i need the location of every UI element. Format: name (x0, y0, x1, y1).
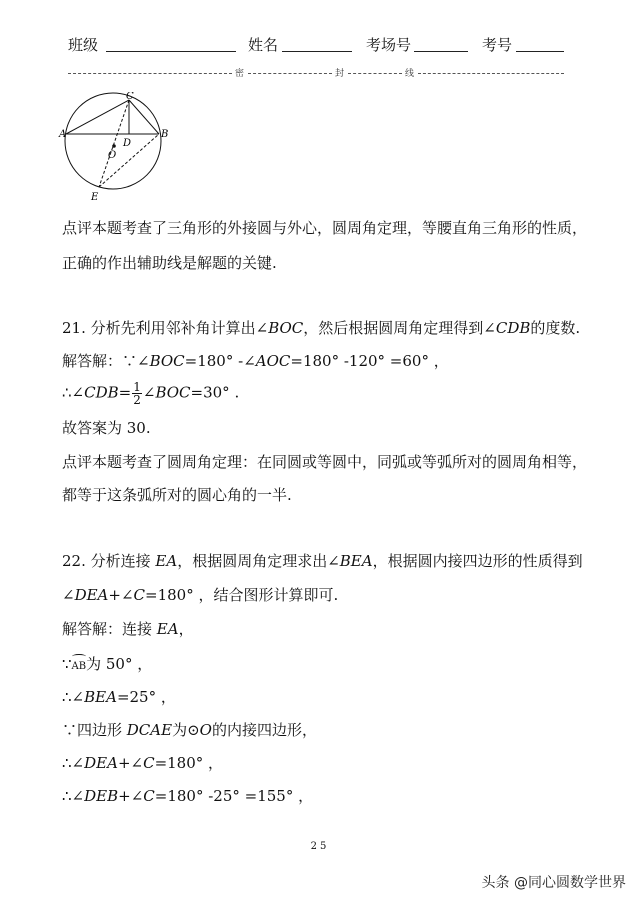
q21-comment1: 点评本题考查了圆周角定理：在同圆或等圆中，同弧或等弧所对的圆周角相等， (62, 453, 588, 471)
point-b: B (161, 129, 169, 140)
q22-step1: ∵AB为 50° ， (62, 654, 152, 677)
arc-ab: AB (72, 657, 87, 677)
class-blank (106, 51, 236, 52)
room-label: 考场号 (366, 36, 412, 54)
q21-solution: 解答解：∵∠BOC=180° -∠AOC=180° -120° =60° ， (62, 352, 449, 370)
comment20-line1: 点评本题考查了三角形的外接圆与外心，圆周角定理，等腰直角三角形的性质， (62, 219, 588, 237)
fraction-half: $\frac{1}{2}$ (133, 380, 141, 407)
name-label: 姓名 (248, 36, 279, 54)
circle-outline (65, 93, 161, 189)
q22-solution: 解答解：连接 EA， (62, 620, 194, 638)
point-e: E (91, 192, 99, 203)
seal-word-2: 封 (335, 69, 345, 79)
exam-header (68, 34, 578, 56)
comment20-line2: 正确的作出辅助线是解题的关键. (62, 254, 277, 272)
point-a: A (59, 129, 67, 140)
room-blank (414, 51, 468, 52)
page-number: 25 (310, 841, 330, 852)
q22-step2: ∴∠BEA=25° ， (62, 688, 176, 706)
q21-answer: 故答案为 30. (62, 419, 151, 437)
seal-line (68, 66, 568, 80)
q21-therefore: ∴∠CDB= $\frac{1}{2}$ ∠BOC=30° . (62, 380, 240, 407)
number-label: 考号 (482, 36, 513, 54)
point-o: O (108, 150, 117, 161)
class-label: 班级 (68, 36, 99, 54)
center-point (112, 144, 116, 148)
seal-word-3: 线 (405, 69, 415, 79)
q22-analysis-cont: ∠DEA+∠C=180° ，结合图形计算即可. (62, 586, 339, 604)
circle-figure (58, 92, 176, 204)
watermark: 头条 @同心圆数学世界 (481, 875, 626, 891)
q22-analysis: 22. 分析连接 EA，根据圆周角定理求出∠BEA，根据圆内接四边形的性质得到 (62, 552, 583, 570)
point-c: C (126, 92, 134, 102)
q22-step4: ∴∠DEA+∠C=180° ， (62, 754, 224, 772)
q21-comment2: 都等于这条弧所对的圆心角的一半. (62, 486, 292, 504)
point-d: D (123, 138, 132, 149)
name-blank (282, 51, 352, 52)
q22-step3: ∵四边形 DCAE为⊙O的内接四边形， (62, 721, 317, 739)
q22-step5: ∴∠DEB+∠C=180° -25° =155° ， (62, 787, 314, 805)
seal-word-1: 密 (235, 69, 245, 79)
number-blank (516, 51, 564, 52)
q21-analysis: 21. 分析先利用邻补角计算出∠BOC，然后根据圆周角定理得到∠CDB的度数. (62, 319, 581, 337)
